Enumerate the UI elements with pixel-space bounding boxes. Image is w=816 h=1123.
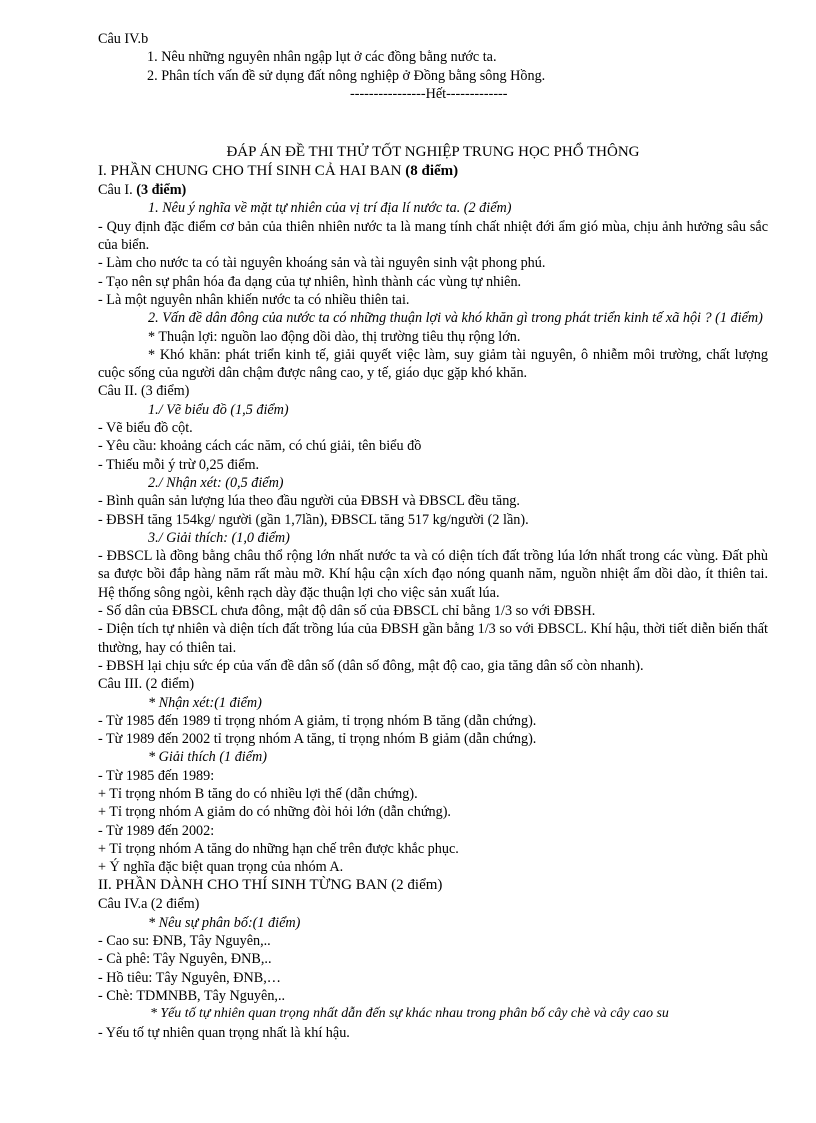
answer-line: - Cà phê: Tây Nguyên, ĐNB,..: [98, 951, 272, 968]
question-4a-sub-1: * Nêu sự phân bố:(1 điểm): [148, 914, 301, 931]
question-2-sub-3: 3./ Giải thích: (1,0 điểm): [148, 529, 290, 546]
answer-line: - Số dân của ĐBSCL chưa đông, mật độ dân số của ĐBSCL chỉ bằng 1/3 so với ĐBSH.: [98, 603, 596, 620]
answer-line: - Quy định đặc điểm cơ bản của thiên nhiên nước ta là mang tính chất nhiệt đới ẩm gió mùa, chịu ảnh hưởng sâu sắc của biển.: [98, 218, 768, 254]
answer-line: * Thuận lợi: nguồn lao động dồi dào, thị trường tiêu thụ rộng lớn.: [148, 328, 521, 345]
answer-line: - Cao su: ĐNB, Tây Nguyên,..: [98, 933, 271, 950]
answer-line: - Từ 1989 đến 2002:: [98, 822, 215, 839]
part-2-heading: II. PHẦN DÀNH CHO THÍ SINH TỪNG BAN (2 điểm): [98, 877, 443, 894]
answer-line: - Làm cho nước ta có tài nguyên khoáng sản và tài nguyên sinh vật phong phú.: [98, 255, 546, 272]
question-2-sub-1: 1./ Vẽ biểu đồ (1,5 điểm): [148, 401, 289, 418]
answer-line: - Từ 1989 đến 2002 tỉ trọng nhóm A tăng, tỉ trọng nhóm B giảm (dẫn chứng).: [98, 731, 537, 748]
answer-line: - Từ 1985 đến 1989 tỉ trọng nhóm A giảm, tỉ trọng nhóm B tăng (dẫn chứng).: [98, 712, 537, 729]
answer-line: - ĐBSCL là đồng bằng châu thổ rộng lớn nhất nước ta và có diện tích đất trồng lúa lớn nhất trong các vùng. Đất phù sa được bồi đắp hàng năm rất màu mỡ. Khí hậu cận xích đạo nóng quanh năm, nguồn nhiệt ẩm dồi dào, ít thiên tai. Hệ thống sông ngòi, kênh rạch dày đặc thuận lợi cho việc sản xuất lúa.: [98, 548, 768, 601]
question-2-label: Câu II. (3 điểm): [98, 383, 190, 400]
answer-line: + Tỉ trọng nhóm A tăng do những hạn chế trên được khắc phục.: [98, 840, 459, 857]
cau-4b-item-2: 2. Phân tích vấn đề sử dụng đất nông nghiệp ở Đồng bằng sông Hồng.: [147, 67, 546, 84]
answer-line: - Yếu tố tự nhiên quan trọng nhất là khí hậu.: [98, 1024, 350, 1041]
cau-4b-item-1: 1. Nêu những nguyên nhân ngập lụt ở các đồng bằng nước ta.: [147, 49, 497, 66]
answer-line: - Thiếu mỗi ý trừ 0,25 điểm.: [98, 456, 260, 473]
question-3-label: Câu III. (2 điểm): [98, 676, 195, 693]
part-1-heading: I. PHẦN CHUNG CHO THÍ SINH CẢ HAI BAN (8 điểm): [98, 163, 459, 180]
question-2-sub-2: 2./ Nhận xét: (0,5 điểm): [148, 474, 284, 491]
question-1-label: Câu I. (3 điểm): [98, 182, 187, 199]
answer-line: - ĐBSH lại chịu sức ép của vấn đề dân số (dân số đông, mật độ cao, gia tăng dân số còn nhanh).: [98, 657, 644, 674]
answer-line: * Khó khăn: phát triển kinh tế, giải quyết việc làm, suy giảm tài nguyên, ô nhiễm môi trường, chất lượng cuộc sống của người dân chậm được nâng cao, y tế, giáo dục gặp khó khăn.: [98, 346, 768, 382]
answer-line: - ĐBSH tăng 154kg/ người (gần 1,7lần), ĐBSCL tăng 517 kg/người (2 lần).: [98, 511, 529, 528]
answer-line: - Diện tích tự nhiên và diện tích đất trồng lúa của ĐBSH gần bằng 1/3 so với ĐBSCL. Khí hậu, thời tiết diễn biến thất thường, hay có thiên tai.: [98, 621, 768, 656]
question-3-sub-2: * Giải thích (1 điểm): [148, 749, 267, 766]
answer-line: + Tỉ trọng nhóm A giảm do có những đòi hỏi lớn (dẫn chứng).: [98, 804, 451, 821]
answer-key-page: [98, 30, 768, 1042]
answer-line: - Chè: TDMNBB, Tây Nguyên,..: [98, 987, 286, 1004]
answer-line: - Là một nguyên nhân khiến nước ta có nhiều thiên tai.: [98, 291, 410, 308]
answer-line: + Ý nghĩa đặc biệt quan trọng của nhóm A.: [98, 859, 344, 876]
answer-line: - Yêu cầu: khoảng cách các năm, có chú giải, tên biểu đồ: [98, 438, 422, 455]
answer-line: - Bình quân sản lượng lúa theo đầu người của ĐBSH và ĐBSCL đều tăng.: [98, 493, 520, 510]
answer-line: - Từ 1985 đến 1989:: [98, 767, 215, 784]
cau-4b-label: Câu IV.b: [98, 31, 149, 47]
page-title: ĐÁP ÁN ĐỀ THI THỬ TỐT NGHIỆP TRUNG HỌC PHỔ THÔNG: [226, 144, 640, 161]
answer-line: - Vẽ biểu đồ cột.: [98, 420, 193, 437]
question-4a-sub-2: * Yếu tố tự nhiên quan trọng nhất dẫn đến sự khác nhau trong phân bố cây chè và cây cao su: [150, 1006, 669, 1022]
question-1-sub-2: 2. Vấn đề dân đông của nước ta có những thuận lợi và khó khăn gì trong phát triển kinh tế xã hội ? (1 điểm): [148, 310, 763, 327]
answer-line: - Hồ tiêu: Tây Nguyên, ĐNB,…: [98, 969, 281, 986]
question-3-sub-1: * Nhận xét:(1 điểm): [148, 694, 262, 711]
question-1-sub-1: 1. Nêu ý nghĩa về mặt tự nhiên của vị trí địa lí nước ta. (2 điểm): [148, 200, 512, 217]
question-4a-label: Câu IV.a (2 điểm): [98, 896, 200, 913]
answer-line: - Tạo nên sự phân hóa đa dạng của tự nhiên, hình thành các vùng tự nhiên.: [98, 273, 522, 290]
answer-line: + Tỉ trọng nhóm B tăng do có nhiều lợi thế (dẫn chứng).: [98, 785, 418, 802]
end-marker: ----------------Hết-------------: [350, 85, 508, 102]
